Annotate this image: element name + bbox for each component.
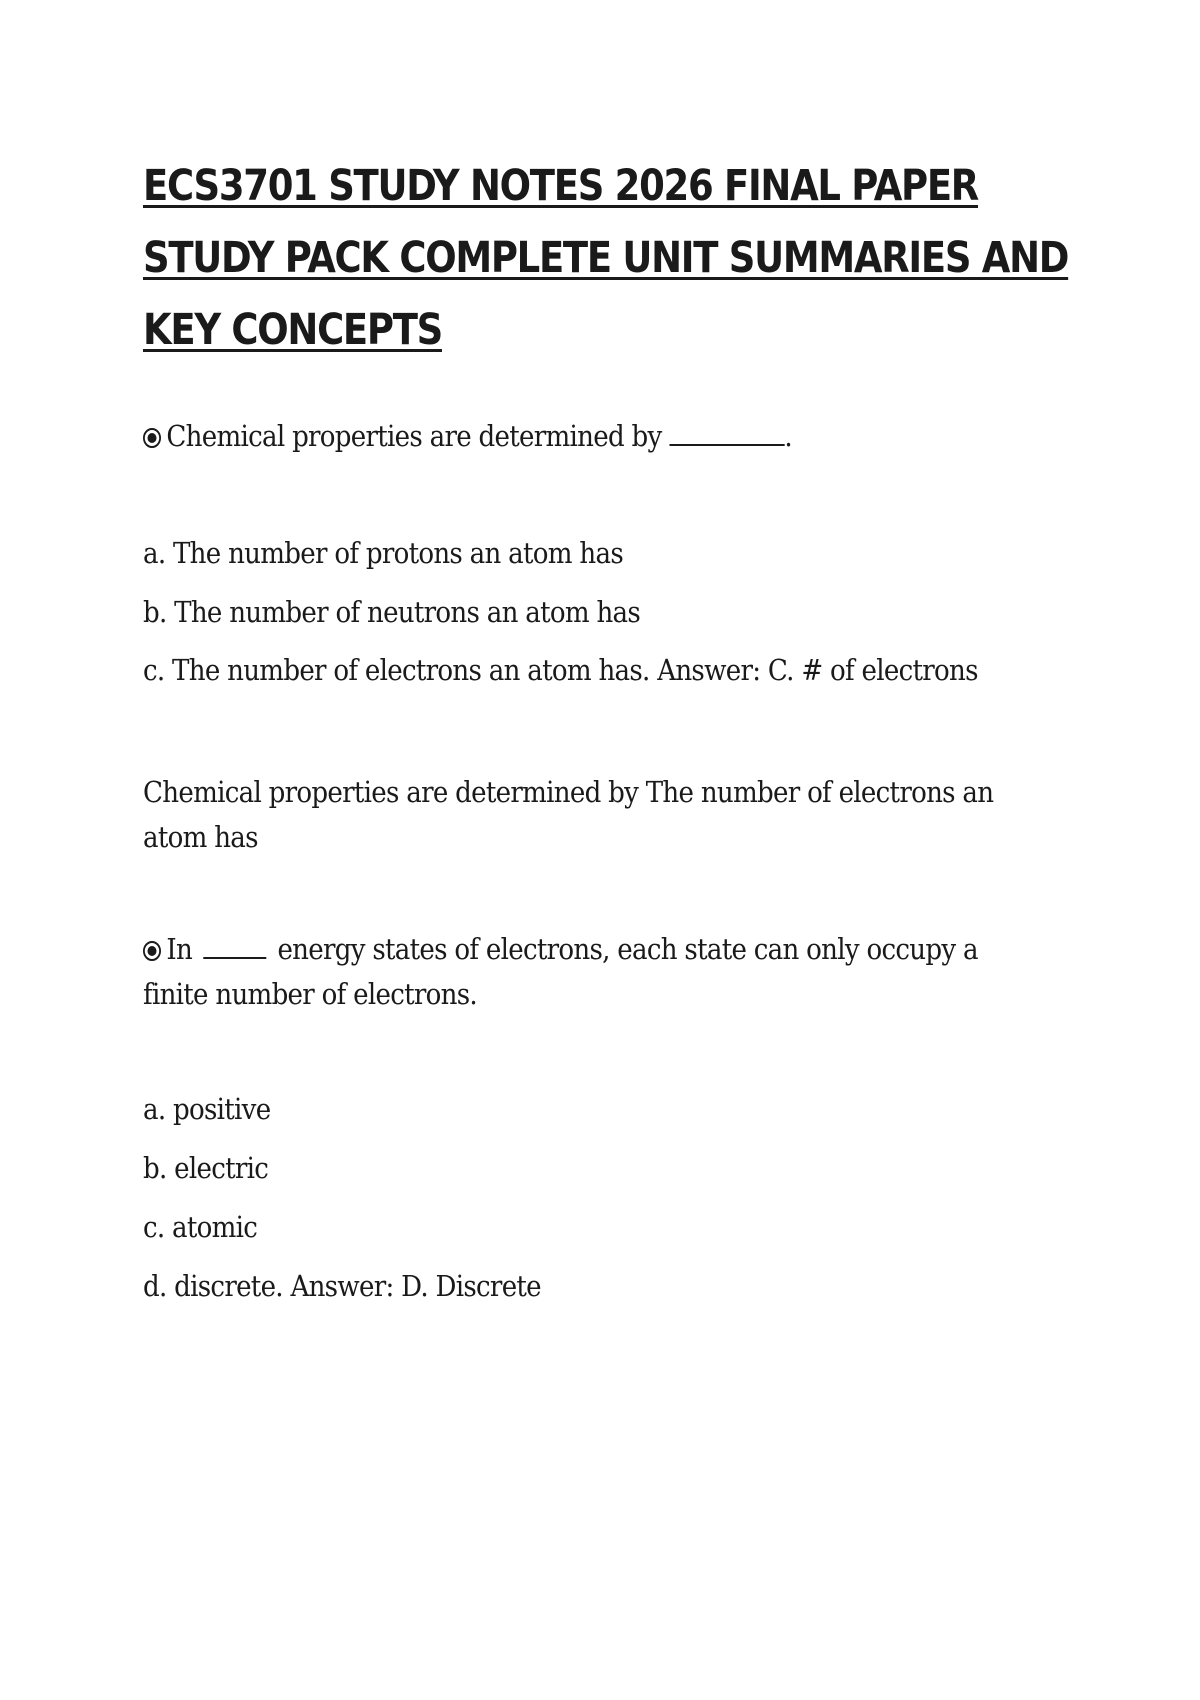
radio-bullet-icon bbox=[143, 428, 161, 448]
question-1-stem-before: Chemical properties are determined by bbox=[166, 419, 662, 453]
radio-bullet-icon bbox=[143, 941, 161, 961]
question-2-option-b: b. electric bbox=[143, 1151, 269, 1185]
document-page bbox=[143, 150, 1073, 366]
question-2-option-c: c. atomic bbox=[143, 1210, 258, 1244]
document-title: ECS3701 STUDY NOTES 2026 FINAL PAPER STUDY PACK COMPLETE UNIT SUMMARIES AND KEY CONCEPTS bbox=[143, 161, 1069, 355]
question-1-stem-after: . bbox=[784, 419, 792, 453]
question-2-option-d: d. discrete. Answer: D. Discrete bbox=[143, 1269, 541, 1303]
question-1-explanation: Chemical properties are determined by The number of electrons an atom has bbox=[143, 775, 994, 854]
question-1-stem bbox=[143, 412, 1070, 460]
question-1-option-a: a. The number of protons an atom has bbox=[143, 536, 624, 570]
question-2-stem-after: energy states of electrons, each state can only occupy a finite number of electrons. bbox=[143, 932, 978, 1011]
answer-blank bbox=[203, 957, 266, 959]
answer-blank bbox=[669, 444, 784, 446]
question-1-option-b: b. The number of neutrons an atom has bbox=[143, 595, 641, 629]
question-1-option-c: c. The number of electrons an atom has. Answer: C. # of electrons bbox=[143, 653, 978, 687]
question-2-stem-before: In bbox=[166, 932, 193, 966]
question-2-stem bbox=[143, 927, 1043, 1017]
question-2-option-a: a. positive bbox=[143, 1092, 271, 1126]
